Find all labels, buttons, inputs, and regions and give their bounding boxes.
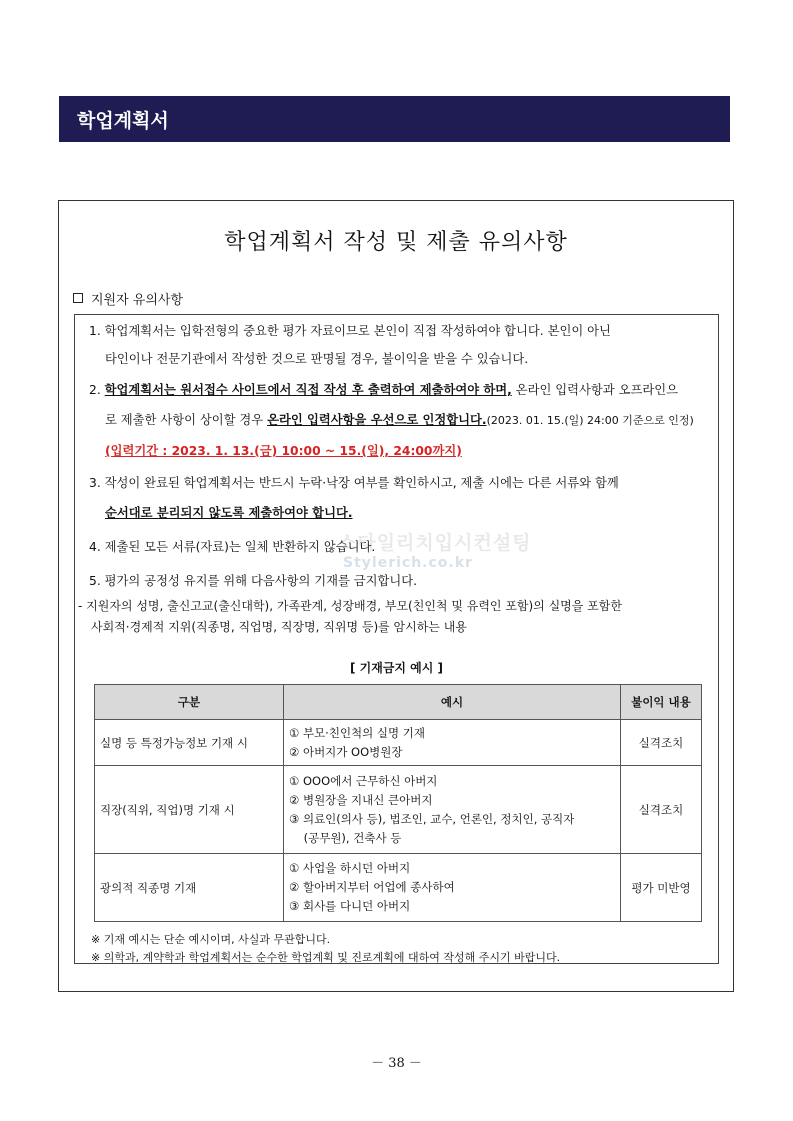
section-heading-text: 지원자 유의사항 bbox=[91, 293, 184, 308]
row-examples bbox=[284, 720, 621, 766]
header-category: 구분 bbox=[95, 685, 284, 720]
example-item: ③ 회사를 다니던 아버지 bbox=[289, 899, 411, 913]
item-1-line-2: 타인이나 전문기관에서 작성한 것으로 판명될 경우, 불이익을 받을 수 있습니다. bbox=[105, 352, 529, 366]
example-item: ③ 의료인(의사 등), 법조인, 교수, 언론인, 정치인, 공직자 bbox=[289, 811, 575, 826]
item-3-line-1: 3. 작성이 완료된 학업계획서는 반드시 누락·낙장 여부를 확인하시고, 제출 시에는 다른 서류와 함께 bbox=[89, 476, 619, 490]
row-category: 실명 등 특정가능정보 기재 시 bbox=[95, 720, 284, 766]
table-title: [ 기재금지 예시 ] bbox=[349, 661, 444, 675]
header-banner bbox=[59, 96, 730, 142]
item-2-line-2 bbox=[105, 410, 694, 428]
page-title: 학업계획서 작성 및 제출 유의사항 bbox=[224, 230, 568, 255]
example-item: ② 아버지가 OO병원장 bbox=[289, 744, 403, 759]
input-period: (입력기간 : 2023. 1. 13.(금) 10:00 ~ 15.(일), 24:00까지) bbox=[105, 444, 462, 458]
checkbox-bullet-icon bbox=[73, 293, 83, 303]
row-penalty: 평가 미반영 bbox=[621, 854, 702, 922]
item-2-emphasis: 학업계획서는 원서접수 사이트에서 직접 작성 후 출력하여 제출하여야 하며, bbox=[104, 383, 512, 397]
applicant-notice-box bbox=[74, 314, 719, 964]
example-item: ② 할아버지부터 어업에 종사하여 bbox=[289, 880, 455, 894]
example-item: ① OOO에서 근무하신 아버지 bbox=[289, 773, 438, 788]
row-examples bbox=[284, 766, 621, 854]
row-penalty: 실격조치 bbox=[621, 720, 702, 766]
notice-box bbox=[58, 200, 734, 992]
item-1-line-1: 1. 학업계획서는 입학전형의 중요한 평가 자료이므로 본인이 직접 작성하여야 합니다. 본인이 아닌 bbox=[89, 324, 611, 338]
example-item: ① 사업을 하시던 아버지 bbox=[289, 861, 411, 875]
table-row bbox=[95, 766, 702, 854]
prohibited-examples-table bbox=[94, 684, 702, 922]
note-2: ※ 의학과, 계약학과 학업계획서는 순수한 학업계획 및 진로계획에 대하여 작성해 주시기 바랍니다. bbox=[91, 951, 561, 964]
note-1: ※ 기재 예시는 단순 예시이며, 사실과 무관합니다. bbox=[91, 933, 331, 946]
row-penalty: 실격조치 bbox=[621, 766, 702, 854]
table-header-row bbox=[95, 685, 702, 720]
item-2-rest: 온라인 입력사항과 오프라인으 bbox=[511, 383, 678, 397]
header-examples: 예시 bbox=[284, 685, 621, 720]
watermark-url: Stylerich.co.kr bbox=[343, 555, 473, 571]
watermark-text: 스타일리치입시컨설팅 bbox=[338, 532, 532, 554]
page-number: － 38 － bbox=[371, 1056, 422, 1071]
table-row bbox=[95, 854, 702, 922]
example-item: (공무원), 건축사 등 bbox=[289, 830, 402, 845]
item-2-online-priority: 온라인 입력사항을 우선으로 인정합니다. bbox=[267, 413, 487, 427]
item-2-line-2-pre: 로 제출한 사항이 상이할 경우 bbox=[105, 413, 268, 427]
example-item: ② 병원장을 지내신 큰아버지 bbox=[289, 792, 433, 807]
item-2-line-1 bbox=[89, 380, 678, 398]
header-penalty: 불이익 내용 bbox=[621, 685, 702, 720]
example-item: ① 부모·친인척의 실명 기재 bbox=[289, 725, 426, 740]
banner-title: 학업계획서 bbox=[77, 110, 169, 132]
row-category: 광의적 직종명 기재 bbox=[95, 854, 284, 922]
row-category: 직장(직위, 직업)명 기재 시 bbox=[95, 766, 284, 854]
section-heading bbox=[73, 289, 183, 308]
item-2-number: 2. bbox=[89, 383, 105, 397]
item-5: 5. 평가의 공정성 유지를 위해 다음사항의 기재를 금지합니다. bbox=[89, 574, 418, 588]
item-4: 4. 제출된 모든 서류(자료)는 일체 반환하지 않습니다. bbox=[89, 540, 376, 554]
table-row bbox=[95, 720, 702, 766]
row-examples bbox=[284, 854, 621, 922]
item-2-deadline-note: (2023. 01. 15.(일) 24:00 기준으로 인정) bbox=[486, 414, 694, 427]
item-5-sub-line-2: 사회적·경제적 지위(직종명, 직업명, 직장명, 직위명 등)를 암시하는 내용 bbox=[91, 620, 467, 634]
item-3-line-2: 순서대로 분리되지 않도록 제출하여야 합니다. bbox=[105, 506, 353, 520]
item-5-sub-line-1: - 지원자의 성명, 출신고교(출신대학), 가족관계, 성장배경, 부모(친인척 및 유력인 포함)의 실명을 포함한 bbox=[78, 599, 622, 613]
